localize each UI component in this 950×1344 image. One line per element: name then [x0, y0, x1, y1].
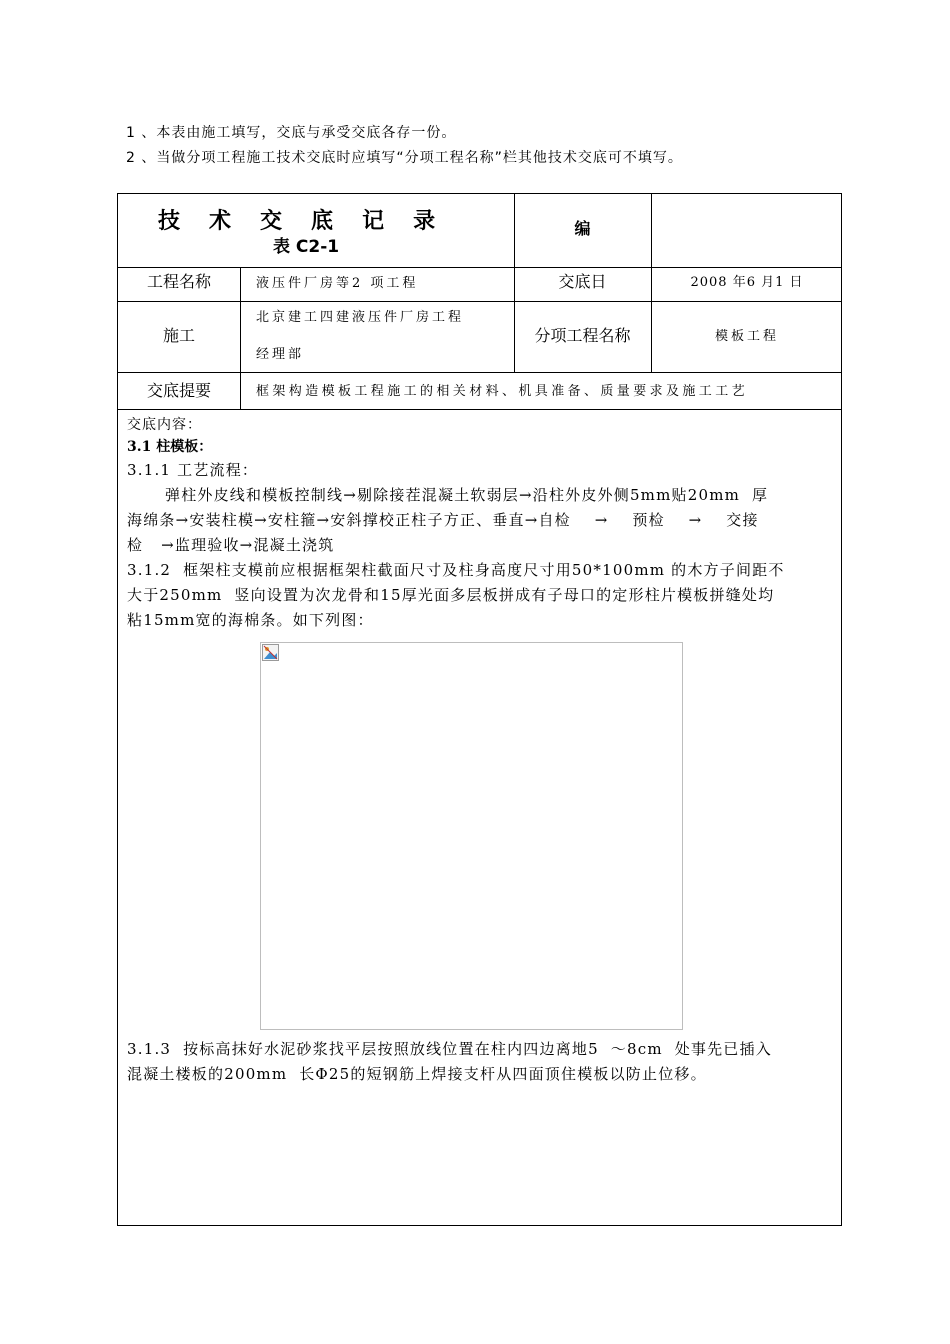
formwork-figure	[260, 642, 683, 1030]
form-code: 表 C2-1	[273, 237, 340, 257]
title-char: 底	[311, 209, 334, 234]
summary-label: 交底提要	[146, 381, 211, 400]
note-1: 1 、本表由施工填写，交底与承受交底各存一份。	[126, 125, 457, 141]
notes	[126, 121, 683, 171]
table-title	[118, 194, 514, 267]
subsection-2-line2: 大于250mm 竖向设置为次龙骨和15厚光面多层板拼成有子母口的定形柱片模板拼缝处均	[127, 586, 775, 604]
title-char: 术	[209, 209, 232, 234]
row-divider	[118, 409, 841, 410]
disclosure-content	[127, 414, 833, 633]
subsection-3	[127, 1037, 833, 1087]
subproject-label: 分项工程名称	[534, 326, 631, 345]
construction-value-line1: 北京建工四建液压件厂房工程	[256, 310, 465, 325]
subsection-3-line2: 混凝土楼板的200mm 长Φ25的短钢筋上焊接支杆从四面顶住模板以防止位移。	[127, 1065, 707, 1083]
summary-value: 框架构造模板工程施工的相关材料、机具准备、质量要求及施工工艺	[256, 384, 749, 399]
row-divider	[118, 301, 841, 302]
subsection-2-line1: 3.1.2 框架柱支模前应根据框架柱截面尺寸及柱身高度尺寸用50*100mm 的木方子间距不	[127, 561, 785, 579]
title-char: 录	[413, 209, 436, 234]
note-2: 2 、当做分项工程施工技术交底时应填写“分项工程名称”栏其他技术交底可不填写。	[126, 150, 683, 166]
row-divider	[118, 267, 841, 268]
construction-value-line2: 经理部	[256, 347, 305, 362]
col-divider	[240, 267, 241, 409]
bian-label: 编	[574, 219, 591, 238]
title-char: 交	[260, 209, 283, 234]
row-divider	[118, 372, 841, 373]
date-value: 2008 年6 月1 日	[690, 275, 804, 290]
broken-image-icon	[262, 644, 279, 661]
date-label: 交底日	[558, 272, 607, 291]
disclosure-record-table	[117, 193, 842, 1226]
process-flow-line2: 海绵条→安装柱模→安柱箍→安斜撑校正柱子方正、垂直→自检 → 预检 → 交接	[127, 511, 759, 529]
project-name-value: 液压件厂房等2 项工程	[256, 276, 419, 291]
process-flow-line1: 弹柱外皮线和模板控制线→剔除接茬混凝土软弱层→沿柱外皮外侧5mm贴20mm 厚	[165, 486, 769, 504]
content-heading: 交底内容：	[127, 417, 202, 433]
subsection-1-title: 3.1.1 工艺流程：	[127, 461, 259, 479]
project-name-label: 工程名称	[146, 272, 211, 291]
title-chars	[158, 204, 435, 235]
title-char: 记	[362, 209, 385, 234]
construction-label: 施工	[162, 326, 195, 345]
subproject-value: 模板工程	[714, 329, 779, 344]
bian-value	[652, 194, 842, 267]
subsection-3-line1: 3.1.3 按标高抹好水泥砂浆找平层按照放线位置在柱内四边离地5 ～8cm 处事先已插入	[127, 1040, 772, 1058]
title-char: 技	[158, 209, 181, 234]
process-flow-line3: 检 →监理验收→混凝土浇筑	[127, 536, 335, 554]
subsection-2-line3: 粘15mm宽的海棉条。如下列图：	[127, 611, 374, 629]
section-heading: 3.1 柱模板：	[127, 439, 213, 455]
